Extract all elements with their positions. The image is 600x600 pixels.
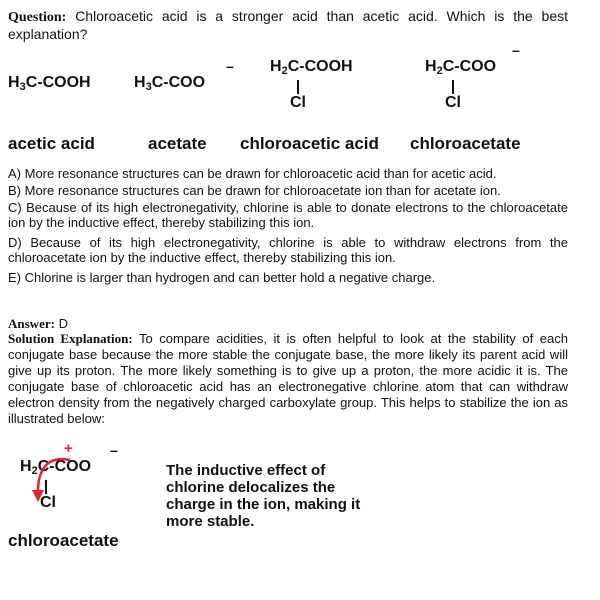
label-acetate: acetate (148, 134, 207, 153)
option-c: C) Because of its high electronegativity, chlorine is able to donate electrons to the chloroacetate ion by the inductive effect, thereby stabilizing this ion. (8, 200, 568, 230)
explanation-label: Solution Explanation: (8, 331, 133, 346)
answer-label: Answer: (8, 316, 55, 331)
chloroacetic-acid-cl: Cl (290, 94, 306, 111)
illustration-caption: The inductive effect of chlorine delocalizes the charge in the ion, making it more stable. (166, 462, 361, 530)
acetic-acid-structure: $H_3C$-COOH (8, 74, 91, 93)
acetate-structure: $H_3C$-COO (134, 74, 206, 93)
chloroacetate-bond (452, 80, 454, 94)
solution-explanation (8, 331, 568, 427)
explanation-text: To compare acidities, it is often helpful to look at the stability of each conjugate base because the more stable the conjugate base, the more likely its parent acid will give up its proton. The more likely something is to give up a proton, the more acidic it is. The conjugate base of chloroacetic acid has an electronegative chlorine atom that can withdraw electron density from the negatively charged carboxylate group. This helps to stabilize the ion as illustrated below: (8, 331, 568, 426)
inductive-arrow-icon (20, 440, 100, 520)
label-acetic-acid: acetic acid (8, 134, 95, 153)
chloroacetate-structure: $H_2C$-COO (425, 58, 497, 77)
question-text: Chloroacetic acid is a stronger acid than acetic acid. Which is the best explanation? (8, 8, 568, 42)
chloroacetic-acid-structure: $H_2C$-COOH (270, 58, 353, 77)
acetate-charge: – (226, 58, 234, 74)
illustration-structure: $H_2C$-COO (20, 458, 92, 477)
chloroacetate-cl: Cl (445, 94, 461, 111)
option-a: A) More resonance structures can be drawn for chloroacetic acid than for acetic acid. (8, 166, 497, 181)
answer (8, 316, 68, 332)
option-d: D) Because of its high electronegativity, chlorine is able to withdraw electrons from the chloroacetate ion by the inductive effect, thereby stabilizing this ion. (8, 235, 568, 265)
chloroacetate-charge: – (512, 42, 520, 58)
illustration-partial-charge: + (64, 440, 73, 457)
option-b: B) More resonance structures can be drawn for chloroacetate ion than for acetate ion. (8, 183, 501, 198)
label-chloroacetic-acid: chloroacetic acid (240, 134, 379, 153)
answer-value: D (58, 316, 68, 331)
illustration-charge: – (110, 442, 118, 458)
illustration-cl: Cl (40, 494, 56, 511)
question-label: Question: (8, 10, 67, 25)
illustration-label: chloroacetate (8, 531, 119, 550)
option-e: E) Chlorine is larger than hydrogen and can better hold a negative charge. (8, 270, 436, 285)
label-chloroacetate: chloroacetate (410, 134, 521, 153)
chloroacetic-acid-bond (297, 80, 299, 94)
question (8, 8, 568, 43)
